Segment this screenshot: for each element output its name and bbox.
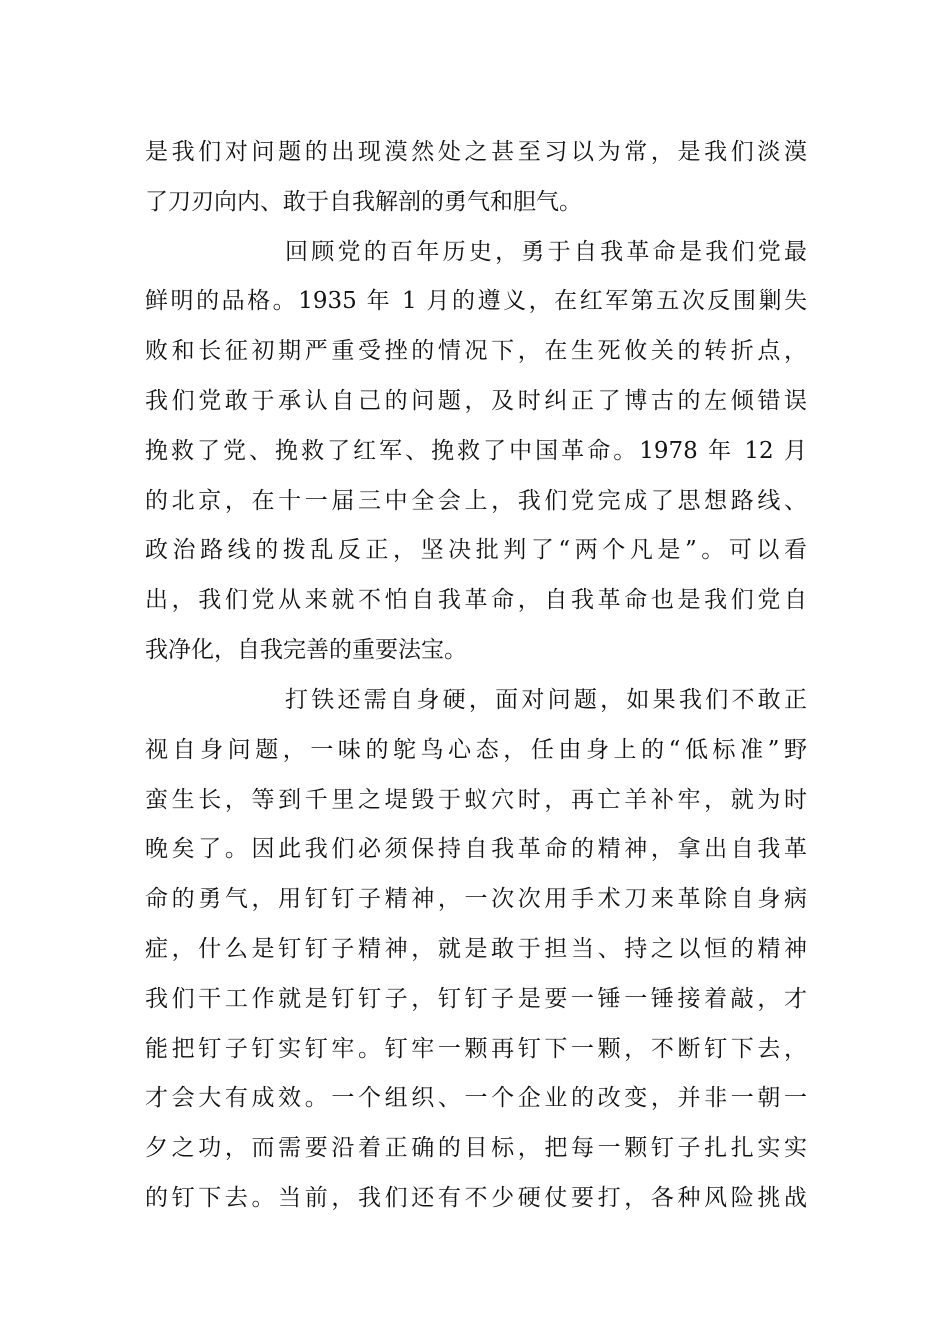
text-line: 我们干工作就是钉钉子，钉钉子是要一锤一锤接着敲，才 (145, 986, 807, 1012)
text-line: 出，我们党从来就不怕自我革命，自我革命也是我们党自 (145, 587, 807, 613)
text-line: 蛮生长，等到千里之堤毁于蚁穴时，再亡羊补牢，就为时 (145, 787, 807, 813)
text-line: 症，什么是钉钉子精神，就是敢于担当、持之以恒的精神 (145, 936, 807, 962)
paragraph-first-line: 回顾党的百年历史，勇于自我革命是我们党最 (285, 239, 807, 265)
text-line: 我净化，自我完善的重要法宝。 (145, 637, 467, 663)
text-line: 命的勇气，用钉钉子精神，一次次用手术刀来革除自身病 (145, 886, 807, 912)
text-line: 能把钉子钉实钉牢。钉牢一颗再钉下一颗，不断钉下去， (145, 1036, 807, 1062)
text-line: 我们党敢于承认自己的问题，及时纠正了博古的左倾错误 (145, 388, 807, 414)
text-line: 的钉下去。当前，我们还有不少硬仗要打，各种风险挑战 (145, 1185, 807, 1211)
text-line: 夕之功，而需要沿着正确的目标，把每一颗钉子扎扎实实 (145, 1135, 807, 1161)
text-line: 了刀刃向内、敢于自我解剖的勇气和胆气。 (145, 189, 582, 215)
paragraph-first-line: 打铁还需自身硬，面对问题，如果我们不敢正 (285, 687, 807, 713)
text-line: 晚矣了。因此我们必须保持自我革命的精神，拿出自我革 (145, 836, 807, 862)
text-line: 才会大有成效。一个组织、一个企业的改变，并非一朝一 (145, 1085, 807, 1111)
text-line: 鲜明的品格。1935 年 1 月的遵义，在红军第五次反围剿失 (145, 288, 807, 314)
text-line: 政治路线的拨乱反正，坚决批判了“两个凡是”。可以看 (145, 537, 807, 563)
text-line: 败和长征初期严重受挫的情况下，在生死攸关的转折点， (145, 338, 807, 364)
text-line: 挽救了党、挽救了红军、挽救了中国革命。1978 年 12 月 (145, 438, 807, 464)
text-line: 是我们对问题的出现漠然处之甚至习以为常，是我们淡漠 (145, 139, 807, 165)
text-line: 的北京，在十一届三中全会上，我们党完成了思想路线、 (145, 488, 807, 514)
text-line: 视自身问题，一味的鸵鸟心态，任由身上的“低标准”野 (145, 737, 807, 763)
